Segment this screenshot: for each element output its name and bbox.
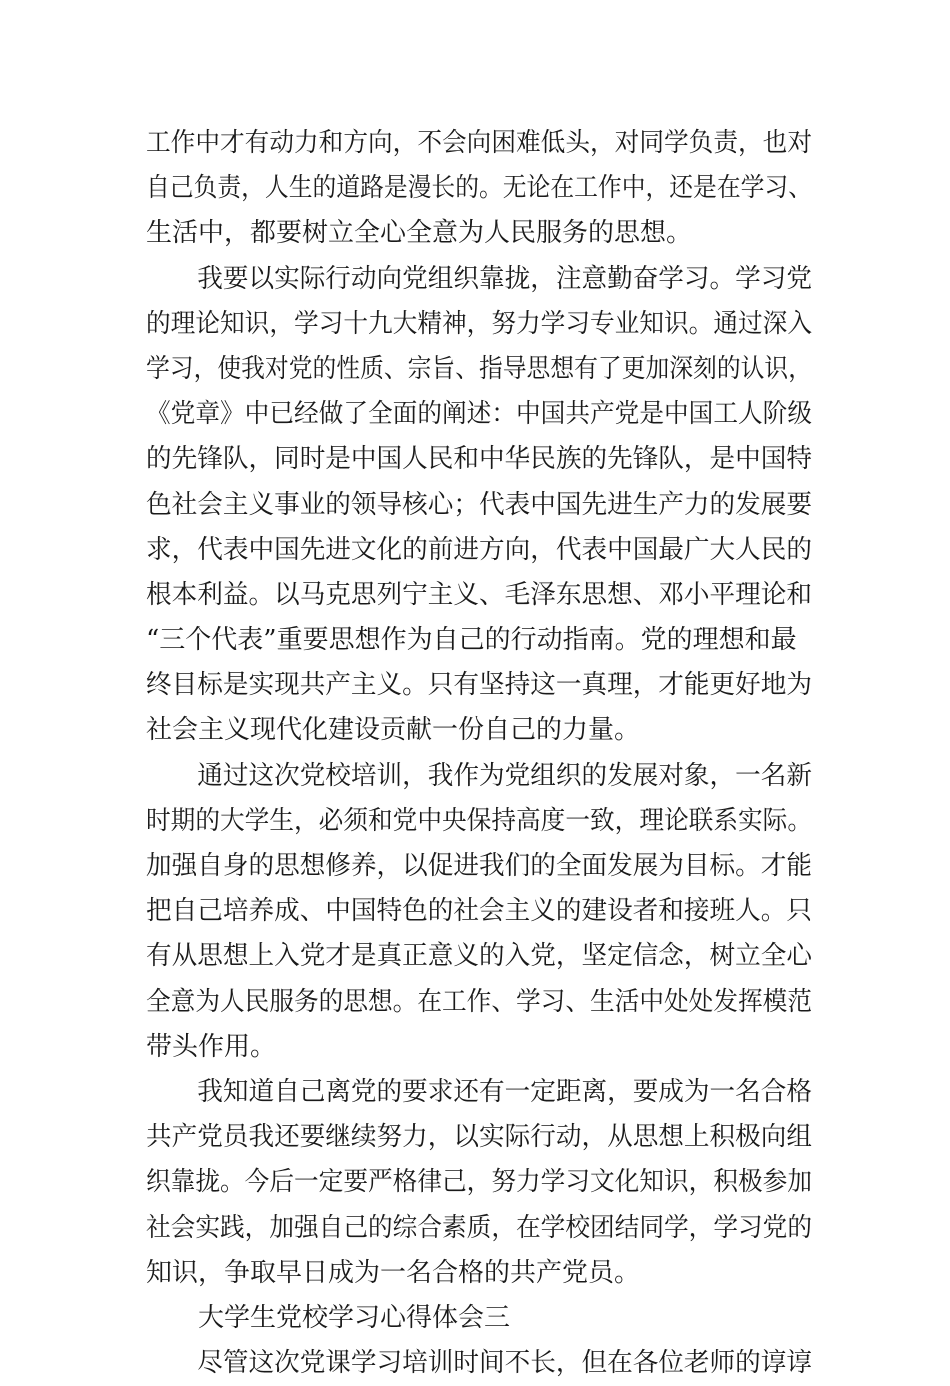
text-line: 的理论知识，学习十九大精神，努力学习专业知识。通过深入 (146, 308, 813, 339)
text-line: 大学生党校学习心得体会三 (198, 1302, 511, 1333)
text-line: 终目标是实现共产主义。只有坚持这一真理，才能更好地为 (146, 670, 813, 701)
text-line: 社会主义现代化建设贡献一份自己的力量。 (146, 715, 641, 746)
text-line: 加强自身的思想修养，以促进我们的全面发展为目标。才能 (146, 851, 813, 881)
text-line: 我要以实际行动向党组织靠拢，注意勤奋学习。学习党 (197, 263, 813, 294)
text-line: 色社会主义事业的领导核心；代表中国先进生产力的发展要 (146, 489, 813, 520)
text-line: 尽管这次党课学习培训时间不长，但在各位老师的谆谆 (197, 1348, 813, 1379)
text-line: 社会实践，加强自己的综合素质，在学校团结同学，学习党的 (146, 1212, 813, 1243)
text-line: 有从思想上入党才是真正意义的入党，坚定信念，树立全心 (146, 941, 813, 972)
text-line: 求，代表中国先进文化的前进方向，代表中国最广大人民的 (146, 534, 813, 565)
document-body (146, 121, 812, 1386)
text-line: 知识，争取早日成为一名合格的共产党员。 (146, 1257, 641, 1288)
text-line: 我知道自己离党的要求还有一定距离，要成为一名合格 (197, 1076, 813, 1107)
text-line: “三个代表”重要思想作为自己的行动指南。党的理想和最 (146, 625, 797, 656)
text-line: 的先锋队，同时是中国人民和中华民族的先锋队，是中国特 (146, 444, 813, 475)
text-line: 带头作用。 (146, 1031, 277, 1062)
text-line: 全意为人民服务的思想。在工作、学习、生活中处处发挥模范 (146, 986, 813, 1017)
text-line: 生活中，都要树立全心全意为人民服务的思想。 (146, 218, 693, 249)
text-line: 共产党员我还要继续努力，以实际行动，从思想上积极向组 (146, 1122, 813, 1153)
text-line: 《党章》中已经做了全面的阐述：中国共产党是中国工人阶级 (146, 399, 813, 430)
text-line: 织靠拢。今后一定要严格律己，努力学习文化知识，积极参加 (146, 1167, 813, 1198)
text-line: 自己负责，人生的道路是漫长的。无论在工作中，还是在学习、 (146, 173, 812, 204)
text-line: 根本利益。以马克思列宁主义、毛泽东思想、邓小平理论和 (146, 579, 813, 610)
text-line: 学习，使我对党的性质、宗旨、指导思想有了更加深刻的认识， (146, 353, 812, 384)
text-line: 通过这次党校培训，我作为党组织的发展对象，一名新 (197, 760, 813, 791)
text-line: 把自己培养成、中国特色的社会主义的建设者和接班人。只 (146, 896, 813, 927)
text-line: 工作中才有动力和方向，不会向困难低头，对同学负责，也对 (146, 128, 813, 158)
text-line: 时期的大学生，必须和党中央保持高度一致，理论联系实际。 (146, 805, 813, 836)
